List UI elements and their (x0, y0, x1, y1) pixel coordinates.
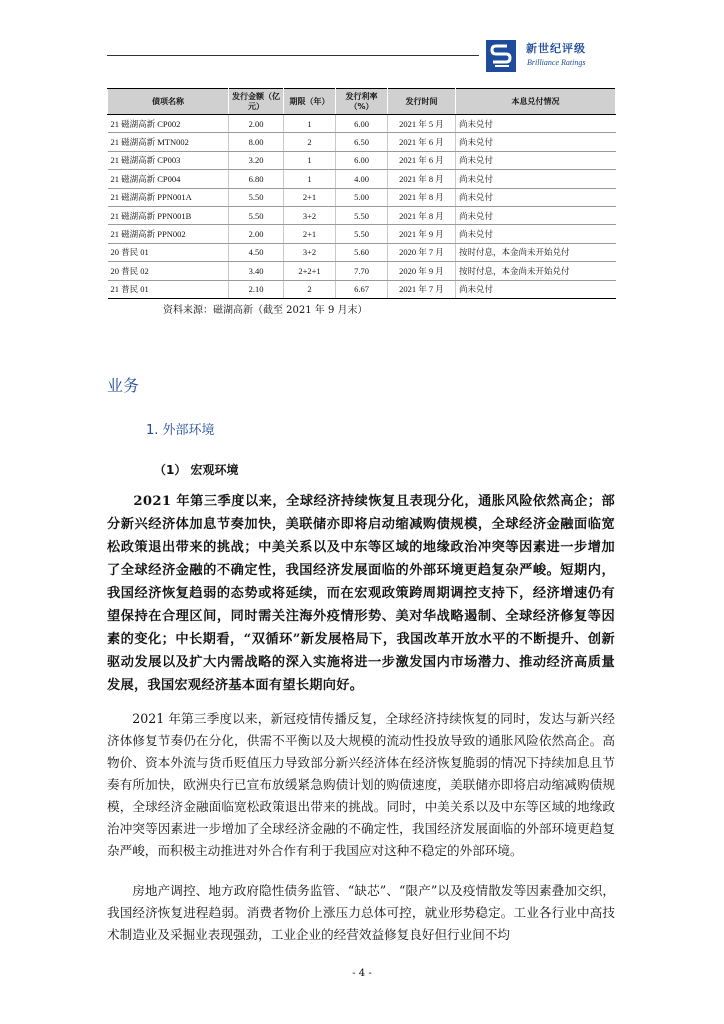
column-header: 发行时间 (388, 89, 456, 115)
column-header: 期限（年） (284, 89, 336, 115)
column-header: 债项名称 (108, 89, 229, 115)
table-source-note: 资料来源：磁湖高新（截至 2021 年 9 月末） (163, 305, 368, 316)
term-cell: 2+1 (284, 225, 336, 243)
amount-cell: 3.20 (229, 151, 284, 169)
subsection-title: 1. 外部环境 (146, 423, 215, 438)
body-paragraph: 房地产调控、地方政府隐性债务监管、“缺芯”、“限产”以及疫情散发等因素叠加交织，我国经济恢复进程趋弱。消费者物价上涨压力总体可控，就业形势稳定。工业各行业中高技术制造业及采掘业表现强劲，工业企业的经营效益修复良好但行业间不均 (107, 883, 615, 942)
bond-name-cell: 21 磁湖高新 CP004 (108, 170, 229, 188)
rate-cell: 5.50 (336, 225, 388, 243)
amount-cell: 8.00 (229, 133, 284, 151)
repayment-status-cell: 尚未兑付 (456, 133, 616, 151)
issue-date-cell: 2021 年 6 月 (388, 151, 456, 169)
rate-cell: 5.00 (336, 188, 388, 206)
bond-name-cell: 20 普民 02 (108, 262, 229, 280)
table-row (108, 206, 616, 224)
term-cell: 2 (284, 280, 336, 298)
table-row (108, 188, 616, 206)
rate-cell: 6.67 (336, 280, 388, 298)
amount-cell: 2.00 (229, 115, 284, 133)
brilliance-logo-icon (486, 40, 516, 72)
term-cell: 3+2 (284, 206, 336, 224)
table-row (108, 170, 616, 188)
amount-cell: 2.00 (229, 225, 284, 243)
issue-date-cell: 2021 年 7 月 (388, 280, 456, 298)
table-row (108, 133, 616, 151)
term-cell: 3+2 (284, 243, 336, 261)
bond-name-cell: 21 磁湖高新 CP002 (108, 115, 229, 133)
rate-cell: 7.70 (336, 262, 388, 280)
bond-name-cell: 21 磁湖高新 PPN002 (108, 225, 229, 243)
amount-cell: 3.40 (229, 262, 284, 280)
rate-cell: 6.00 (336, 115, 388, 133)
amount-cell: 2.10 (229, 280, 284, 298)
column-header: 本息兑付情况 (456, 89, 616, 115)
issue-date-cell: 2020 年 9 月 (388, 262, 456, 280)
rate-cell: 4.00 (336, 170, 388, 188)
bond-name-cell: 21 磁湖高新 PPN001A (108, 188, 229, 206)
amount-cell: 6.80 (229, 170, 284, 188)
page-number: - 4 - (352, 968, 372, 979)
table-row (108, 280, 616, 298)
table-row (108, 243, 616, 261)
body-paragraph: 2021 年第三季度以来，新冠疫情传播反复，全球经济持续恢复的同时，发达与新兴经济体修复节奏仍在分化，供需不平衡以及大规模的流动性投放导致的通胀风险依然高企。高物价、资本外流与货币贬值压力导致部分新兴经济体在经济恢复脆弱的情况下持续加息且节奏有所加快，欧洲央行已宣布放缓紧急购债计划的购债速度，美联储亦即将启动缩减购债规模，全球经济金融面临宽松政策退出带来的挑战。同时，中美关系以及中东等区域的地缘政治冲突等因素进一步增加了全球经济金融的不确定性，我国经济发展面临的外部环境更趋复杂严峻，而积极主动推进对外合作有利于我国应对这种不稳定的外部环境。 (107, 711, 615, 858)
issue-date-cell: 2021 年 8 月 (388, 188, 456, 206)
repayment-status-cell: 尚未兑付 (456, 151, 616, 169)
repayment-status-cell: 尚未兑付 (456, 280, 616, 298)
table-row (108, 151, 616, 169)
term-cell: 1 (284, 115, 336, 133)
table-row (108, 262, 616, 280)
bond-name-cell: 21 磁湖高新 CP003 (108, 151, 229, 169)
rate-cell: 6.50 (336, 133, 388, 151)
repayment-status-cell: 按时付息，本金尚未开始兑付 (456, 243, 616, 261)
repayment-status-cell: 尚未兑付 (456, 115, 616, 133)
subsubsection-title: （1） 宏观环境 (154, 463, 239, 477)
summary-paragraph: 2021 年第三季度以来，全球经济持续恢复且表现分化，通胀风险依然高企；部分新兴经济体加息节奏加快，美联储亦即将启动缩减购债规模，全球经济金融面临宽松政策退出带来的挑战；中美关系以及中东等区域的地缘政治冲突等因素进一步增加了全球经济金融的不确定性，我国经济发展面临的外部环境更趋复杂严峻。短期内，我国经济恢复趋弱的态势或将延续，而在宏观政策跨周期调控支持下，经济增速仍有望保持在合理区间，同时需关注海外疫情形势、美对华战略遏制、全球经济修复等因素的变化；中长期看，“双循环”新发展格局下，我国改革开放水平的不断提升、创新驱动发展以及扩大内需战略的深入实施将进一步激发国内市场潜力、推动经济高质量发展，我国宏观经济基本面有望长期向好。 (107, 494, 615, 693)
term-cell: 2 (284, 133, 336, 151)
column-header: 发行利率（%） (336, 89, 388, 115)
table-row (108, 225, 616, 243)
rate-cell: 5.50 (336, 206, 388, 224)
bond-name-cell: 21 普民 01 (108, 280, 229, 298)
table-row (108, 115, 616, 133)
term-cell: 2+1 (284, 188, 336, 206)
rate-cell: 6.00 (336, 151, 388, 169)
issue-date-cell: 2021 年 5 月 (388, 115, 456, 133)
amount-cell: 5.50 (229, 188, 284, 206)
bond-name-cell: 21 磁湖高新 PPN001B (108, 206, 229, 224)
repayment-status-cell: 按时付息，本金尚未开始兑付 (456, 262, 616, 280)
term-cell: 1 (284, 170, 336, 188)
brand-name-en: Brilliance Ratings (527, 58, 586, 67)
term-cell: 1 (284, 151, 336, 169)
repayment-status-cell: 尚未兑付 (456, 170, 616, 188)
amount-cell: 4.50 (229, 243, 284, 261)
column-header: 发行金额（亿元） (229, 89, 284, 115)
bond-issuance-table (107, 88, 616, 299)
issue-date-cell: 2021 年 9 月 (388, 225, 456, 243)
brand-name-cn: 新世纪评级 (526, 42, 586, 55)
amount-cell: 5.50 (229, 206, 284, 224)
repayment-status-cell: 尚未兑付 (456, 188, 616, 206)
section-title: 业务 (107, 376, 140, 395)
bond-name-cell: 21 磁湖高新 MTN002 (108, 133, 229, 151)
issue-date-cell: 2021 年 6 月 (388, 133, 456, 151)
repayment-status-cell: 尚未兑付 (456, 206, 616, 224)
table-header-row (108, 89, 616, 115)
rate-cell: 5.60 (336, 243, 388, 261)
issue-date-cell: 2020 年 7 月 (388, 243, 456, 261)
issue-date-cell: 2021 年 8 月 (388, 206, 456, 224)
header-rule (107, 55, 479, 56)
issue-date-cell: 2021 年 8 月 (388, 170, 456, 188)
repayment-status-cell: 尚未兑付 (456, 225, 616, 243)
bond-name-cell: 20 普民 01 (108, 243, 229, 261)
term-cell: 2+2+1 (284, 262, 336, 280)
